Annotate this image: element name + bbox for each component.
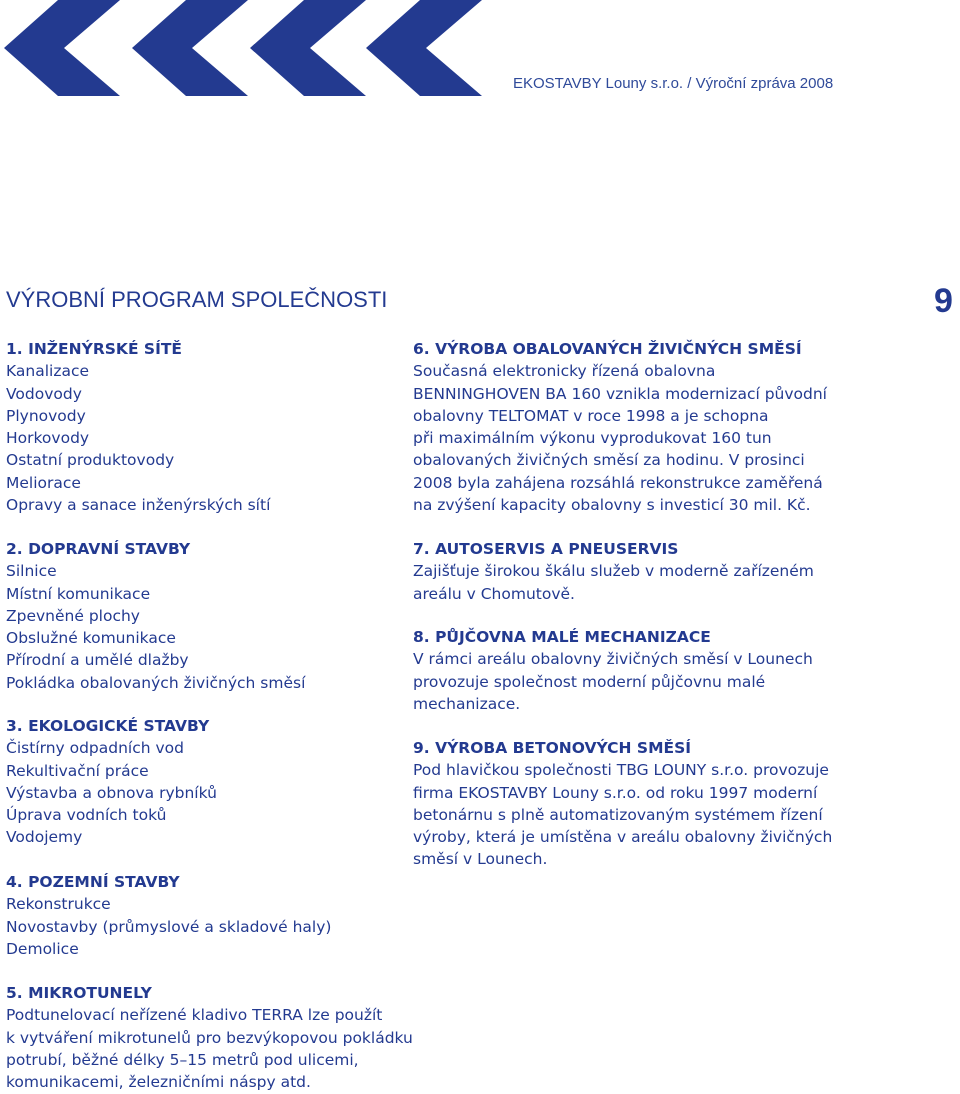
list-item: Horkovody	[6, 429, 90, 448]
section-car-service	[413, 538, 853, 605]
chevron-shape	[250, 0, 366, 96]
list-item: Novostavby (průmyslové a skladové haly)	[6, 917, 332, 936]
list-item: Vodojemy	[6, 828, 83, 847]
list-item: Silnice	[6, 562, 57, 581]
paragraph-line: k vytváření mikrotunelů pro bezvýkopovou pokládku	[6, 1028, 413, 1047]
list-item: Ostatní produktovody	[6, 451, 175, 470]
report-header: EKOSTAVBY Louny s.r.o. / Výroční zpráva 2008	[513, 75, 834, 92]
list-item: Rekonstrukce	[6, 895, 111, 914]
list-item: Opravy a sanace inženýrských sítí	[6, 496, 271, 515]
list-item: Demolice	[6, 939, 79, 958]
section-title: 1. INŽENÝRSKÉ SÍTĚ	[6, 340, 183, 358]
section-title: 4. POZEMNÍ STAVBY	[6, 873, 180, 891]
paragraph-line: na zvýšení kapacity obalovny s investicí 30 mil. Kč.	[413, 496, 811, 515]
list-item: Zpevněné plochy	[6, 606, 140, 625]
page-title: VÝROBNÍ PROGRAM SPOLEČNOSTI	[6, 287, 388, 312]
list-item: Pokládka obalovaných živičných směsí	[6, 673, 306, 692]
page-number: 9	[934, 282, 953, 320]
section-ground-buildings	[6, 871, 446, 960]
list-item: Rekultivační práce	[6, 761, 149, 780]
paragraph-line: V rámci areálu obalovny živičných směsí v Lounech	[413, 650, 813, 669]
section-concrete-production	[413, 737, 853, 871]
paragraph-line: komunikacemi, železničními náspy atd.	[6, 1073, 311, 1092]
section-transport-buildings	[6, 538, 446, 694]
section-engineering-networks	[6, 338, 446, 516]
paragraph-line: Současná elektronicky řízená obalovna	[413, 362, 716, 381]
list-item: Obslužné komunikace	[6, 629, 176, 648]
section-title: 9. VÝROBA BETONOVÝCH SMĚSÍ	[413, 739, 692, 757]
paragraph-line: obalovaných živičných směsí za hodinu. V prosinci	[413, 451, 805, 470]
section-title: 7. AUTOSERVIS A PNEUSERVIS	[413, 540, 679, 558]
paragraph-line: Pod hlavičkou společnosti TBG LOUNY s.r.o. provozuje	[413, 761, 829, 780]
paragraph-line: Podtunelovací neřízené kladivo TERRA lze použít	[6, 1006, 383, 1025]
paragraph-line: Zajišťuje širokou škálu služeb v moderně zařízeném	[413, 562, 814, 581]
chevron-banner-logo	[0, 0, 490, 96]
paragraph-line: výroby, která je umístěna v areálu obalovny živičných	[413, 828, 833, 847]
list-item: Výstavba a obnova rybníků	[6, 783, 217, 802]
section-title: 2. DOPRAVNÍ STAVBY	[6, 540, 191, 558]
paragraph-line: potrubí, běžné délky 5–15 metrů pod ulicemi,	[6, 1050, 359, 1069]
section-asphalt-production	[413, 338, 853, 516]
list-item: Plynovody	[6, 406, 86, 425]
paragraph-line: obalovny TELTOMAT v roce 1998 a je schopna	[413, 406, 769, 425]
list-item: Čistírny odpadních vod	[6, 739, 185, 758]
paragraph-line: areálu v Chomutově.	[413, 584, 575, 603]
paragraph-line: směsí v Lounech.	[413, 850, 548, 869]
chevron-shape	[132, 0, 248, 96]
paragraph-line: firma EKOSTAVBY Louny s.r.o. od roku 1997 moderní	[413, 783, 818, 802]
paragraph-line: betonárnu s plně automatizovaným systémem řízení	[413, 805, 823, 824]
paragraph-line: 2008 byla zahájena rozsáhlá rekonstrukce zaměřená	[413, 473, 823, 492]
list-item: Vodovody	[6, 384, 82, 403]
section-title: 6. VÝROBA OBALOVANÝCH ŽIVIČNÝCH SMĚSÍ	[413, 340, 802, 358]
paragraph-line: BENNINGHOVEN BA 160 vznikla modernizací původní	[413, 384, 827, 403]
section-ecological-buildings	[6, 715, 446, 849]
section-title: 3. EKOLOGICKÉ STAVBY	[6, 717, 210, 735]
list-item: Přírodní a umělé dlažby	[6, 651, 189, 670]
list-item: Místní komunikace	[6, 584, 151, 603]
paragraph-line: mechanizace.	[413, 694, 521, 713]
list-item: Kanalizace	[6, 362, 90, 381]
paragraph-line: provozuje společnost moderní půjčovnu malé	[413, 672, 766, 691]
section-equipment-rental	[413, 626, 853, 715]
chevron-shape	[366, 0, 482, 96]
section-microtunnels	[6, 982, 446, 1093]
paragraph-line: při maximálním výkonu vyprodukovat 160 tun	[413, 429, 772, 448]
list-item: Úprava vodních toků	[6, 806, 167, 825]
section-title: 5. MIKROTUNELY	[6, 984, 152, 1002]
chevron-shape	[4, 0, 120, 96]
list-item: Meliorace	[6, 473, 81, 492]
section-title: 8. PŮJČOVNA MALÉ MECHANIZACE	[413, 628, 711, 646]
